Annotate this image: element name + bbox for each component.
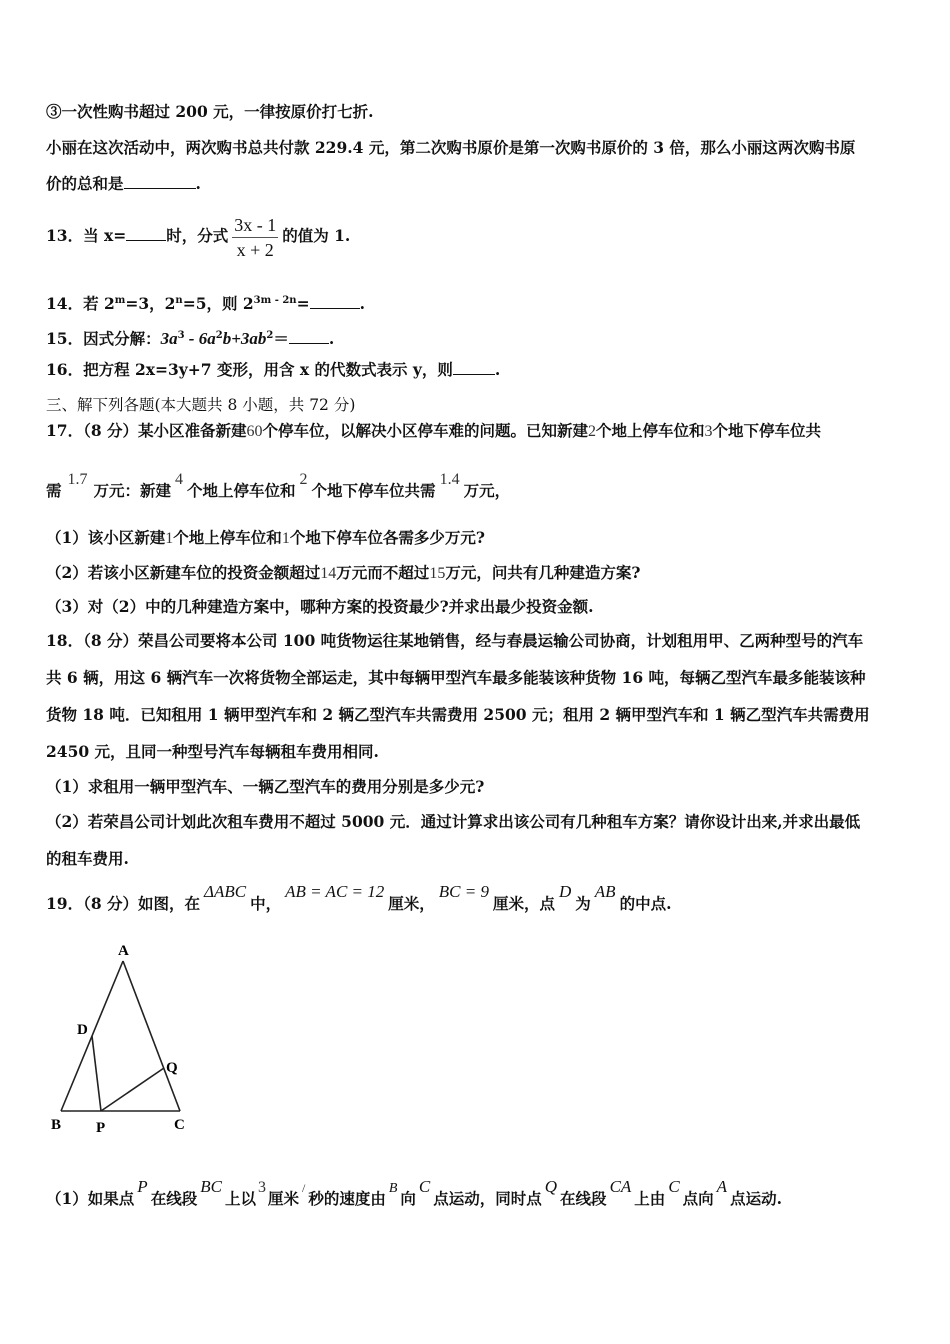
math-term: C [418, 1177, 431, 1196]
fraction [232, 214, 278, 261]
q16-text: 16．把方程 2x=3y+7 变形，用含 x 的代数式表示 y，则 [46, 360, 453, 379]
q17-part-1 [46, 527, 910, 550]
number: 14 [320, 565, 337, 582]
question-13 [46, 212, 910, 260]
answer-blank[interactable] [124, 174, 196, 189]
q19-text: 中， [250, 894, 282, 913]
q19-text: 的中点. [619, 894, 672, 913]
label-a: A [118, 943, 129, 959]
q19-line-1 [46, 882, 910, 915]
q18-line-2: 共 6 辆，用这 6 辆汽车一次将货物全部运走，其中每辆甲型汽车最多能装该种货物 16 吨，每辆乙型汽车最多能装该种 [46, 668, 866, 687]
q17-text: 万元，问共有几种建造方案? [445, 563, 641, 582]
q14-period: . [359, 294, 365, 314]
number: 2 [588, 423, 597, 440]
question-15 [46, 325, 910, 350]
q14-text: =3，2 [125, 294, 176, 314]
exponent: 2 [266, 330, 274, 341]
q12-line-2-text: 价的总和是 [46, 174, 124, 193]
q17-text: 个地下停车位各需多少万元? [289, 528, 485, 547]
q19-text: 向 [400, 1189, 416, 1208]
q19-text: 在线段 [150, 1189, 198, 1208]
q17-text: 个地上停车位和 [173, 528, 282, 547]
q17-text: 17．（8 分）某小区准备新建 [46, 421, 247, 440]
exponent: n [175, 295, 183, 306]
question-16 [46, 359, 910, 381]
q19-text: 点运动，同时点 [433, 1189, 542, 1208]
math-term: Q [544, 1177, 558, 1196]
q18-part-1: （1）求租用一辆甲型汽车、一辆乙型汽车的费用分别是多少元? [46, 777, 485, 796]
q18-line-1: 18．（8 分）荣昌公司要将本公司 100 吨货物运往某地销售，经与春晨运输公司协商，计划租用甲、乙两种型号的汽车 [46, 631, 864, 650]
number: 4 [175, 471, 184, 488]
q18-line-4: 2450 元，且同一种型号汽车每辆租车费用相同. [46, 742, 379, 761]
section-heading: 三、解下列各题(本大题共 8 小题，共 72 分) [46, 396, 356, 414]
math-term: D [559, 882, 572, 901]
q19-text: 上以 [224, 1189, 256, 1208]
number: 1.7 [67, 471, 88, 488]
question-14 [46, 290, 910, 315]
q17-text: 万元：新建 [93, 481, 172, 500]
math-term: C [668, 1177, 680, 1196]
q19-text: （1）如果点 [46, 1189, 135, 1208]
q19-text: 为 [575, 894, 591, 913]
q13-prefix: 13．当 x= [46, 226, 127, 245]
math-term: CA [609, 1177, 632, 1196]
q12-rule-3: ③一次性购书超过 200 元，一律按原价打七折. [46, 102, 374, 121]
q17-line-2 [46, 471, 910, 503]
q17-text: 个地下停车位共 [712, 421, 822, 440]
math-term: A [716, 1177, 728, 1196]
answer-blank[interactable] [453, 360, 495, 375]
segment-dp [92, 1036, 101, 1111]
q19-text: 厘米，点 [492, 894, 555, 913]
exponent: 3m - 2n [253, 295, 297, 306]
number: 2 [299, 471, 308, 488]
q17-text: 万元， [463, 481, 511, 500]
q17-part-3: （3）对（2）中的几种建造方案中，哪种方案的投资最少?并求出最少投资金额. [46, 597, 594, 616]
label-q: Q [166, 1060, 178, 1076]
q14-text: =5，则 2 [182, 294, 254, 314]
q17-text: 个地上停车位和 [187, 481, 296, 500]
q17-part-2 [46, 562, 910, 585]
q17-text: 个地下停车位共需 [311, 481, 436, 500]
q14-text: 14．若 2 [46, 294, 115, 314]
math-term: AB [594, 882, 616, 901]
math-term: B [388, 1181, 398, 1196]
slash: / [301, 1181, 306, 1195]
q13-suffix: 的值为 1. [282, 226, 351, 245]
segment-pq [101, 1068, 164, 1111]
q17-text: （1）该小区新建 [46, 528, 166, 547]
math-term: b+3ab [222, 329, 267, 349]
label-b: B [51, 1117, 62, 1133]
q17-text: 需 [46, 481, 62, 500]
equals-sign: ＝ [273, 329, 289, 349]
q19-part-1 [46, 1177, 910, 1212]
q12-line-2 [46, 173, 910, 195]
q19-text: 点运动. [730, 1189, 782, 1208]
number: 15 [429, 565, 446, 582]
answer-blank[interactable] [310, 294, 360, 309]
q17-text: 万元而不超过 [336, 563, 430, 582]
number: 60 [246, 423, 263, 440]
math-term: ΔABC [204, 882, 247, 901]
q12-period: . [195, 174, 201, 193]
q19-text: 19．（8 分）如图，在 [46, 894, 201, 913]
exponent: 2 [215, 330, 223, 341]
q13-mid: 时，分式 [166, 226, 229, 245]
q19-text: 在线段 [560, 1189, 607, 1208]
q19-text: 点向 [682, 1189, 714, 1208]
label-c: C [174, 1117, 185, 1133]
number: 1 [165, 530, 174, 547]
math-term: - 6a [184, 329, 216, 349]
math-term: BC = 9 [438, 882, 489, 901]
label-d: D [77, 1022, 88, 1038]
side-ac [123, 961, 180, 1111]
q19-text: 厘米， [388, 894, 435, 913]
q14-text: = [296, 294, 310, 314]
math-term: BC [200, 1177, 222, 1196]
q18-part-2-line-1: （2）若荣昌公司计划此次租车费用不超过 5000 元．通过计算求出该公司有几种租车方案？请你设计出来,并求出最低 [46, 812, 861, 831]
label-p: P [96, 1120, 106, 1136]
number: 3 [257, 1179, 266, 1196]
number: 3 [704, 423, 713, 440]
number: 1.4 [439, 471, 460, 488]
q12-line-1: 小丽在这次活动中，两次购书总共付款 229.4 元，第二次购书原价是第一次购书原价的 3 倍，那么小丽这两次购书原 [46, 138, 856, 157]
math-term: AB = AC = 12 [285, 882, 385, 901]
answer-blank[interactable] [126, 226, 166, 241]
fraction-denominator: x + 2 [236, 239, 274, 260]
math-term: 3a [160, 329, 178, 349]
q19-text: 上由 [634, 1189, 666, 1208]
q17-line-1 [46, 420, 910, 443]
fraction-numerator: 3x - 1 [232, 214, 278, 238]
triangle-figure [40, 935, 210, 1140]
q16-period: . [494, 360, 501, 379]
q18-part-2-line-2: 的租车费用. [46, 849, 129, 868]
exponent: 3 [177, 330, 185, 341]
q15-period: . [328, 329, 335, 349]
number: 1 [281, 530, 290, 547]
answer-blank[interactable] [289, 329, 329, 344]
math-term: P [137, 1177, 148, 1196]
q17-text: 个地上停车位和 [596, 421, 705, 440]
q19-text: 秒的速度由 [308, 1189, 386, 1208]
q19-text: 厘米 [267, 1189, 299, 1208]
q17-text: 个停车位，以解决小区停车难的问题。已知新建 [262, 421, 589, 440]
q15-text: 15．因式分解： [46, 329, 161, 349]
q17-text: （2）若该小区新建车位的投资金额超过 [46, 563, 321, 582]
exponent: m [114, 295, 126, 306]
q18-line-3: 货物 18 吨．已知租用 1 辆甲型汽车和 2 辆乙型汽车共需费用 2500 元；租用 2 辆甲型汽车和 1 辆乙型汽车共需费用 [46, 705, 870, 724]
